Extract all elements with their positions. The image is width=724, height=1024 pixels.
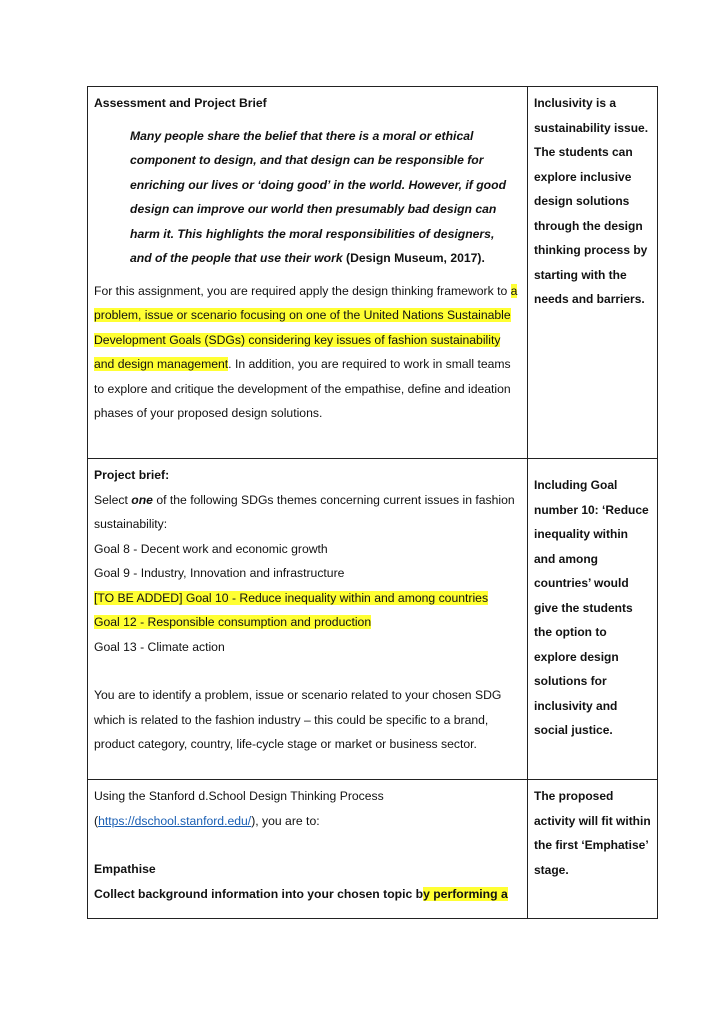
- process-intro: Using the Stanford d.School Design Thinking Process: [94, 789, 384, 803]
- select-instruction: [94, 488, 521, 537]
- link-line: [94, 809, 521, 834]
- collect-highlight: y performing a: [423, 886, 508, 901]
- side-note: The proposed activity will fit within the first ‘Emphatise’ stage.: [534, 789, 651, 877]
- goals-list: [94, 537, 521, 660]
- collect-start: Collect background information into your chosen topic b: [94, 886, 424, 901]
- project-brief-cell: [88, 459, 528, 780]
- side-note: Inclusivity is a sustainability issue. The students can explore inclusive design solutions through the design thinking process by starting with the needs and barriers.: [534, 96, 649, 306]
- select-after: of the following SDGs themes concerning current issues in fashion sustainability:: [94, 492, 515, 531]
- goal-item: [94, 537, 521, 562]
- content-table: [87, 86, 658, 919]
- side-note-cell: [528, 87, 658, 459]
- link-open: (: [94, 813, 99, 828]
- side-note-cell: [528, 459, 658, 780]
- dschool-link[interactable]: https://dschool.stanford.edu/: [98, 813, 252, 828]
- quote-citation: (Design Museum, 2017).: [346, 251, 485, 265]
- paragraph-end: . In addition, you are required to work in small teams to explore and critique the development of the empathise, define and ideation phases of your proposed design solutions.: [94, 357, 511, 420]
- stage-title: Empathise: [94, 862, 156, 876]
- identify-paragraph: You are to identify a problem, issue or scenario related to your chosen SDG which is related to the fashion industry – this could be specific to a brand, product category, country, life-cycle stage or market or business sector.: [94, 688, 502, 751]
- assignment-paragraph: [94, 279, 521, 426]
- goal-item: [94, 635, 521, 660]
- spacer: [94, 659, 521, 683]
- goal-item: [94, 586, 521, 611]
- section-title: Project brief:: [94, 468, 170, 482]
- select-emphasis: one: [131, 492, 153, 507]
- collect-line: [94, 882, 521, 907]
- goal-text: Goal 13 - Climate action: [94, 639, 225, 654]
- table-row: [88, 459, 658, 780]
- assessment-cell: [88, 87, 528, 459]
- spacer: [534, 463, 651, 473]
- side-note-cell: [528, 780, 658, 919]
- section-title: Assessment and Project Brief: [94, 96, 267, 110]
- quote-text: Many people share the belief that there is a moral or ethical component to design, and that design can be responsible for enriching our lives or ‘doing good’ in the world. However, if good design can improve our world then presumably bad design can harm it. This highlights the moral responsibilities of designers, and of the people that use their work: [130, 128, 507, 265]
- goal-item: [94, 561, 521, 586]
- design-museum-quote: [94, 124, 521, 271]
- goal-text: Goal 9 - Industry, Innovation and infrastructure: [94, 566, 345, 580]
- table-row: [88, 87, 658, 459]
- design-process-cell: [88, 780, 528, 919]
- select-before: Select: [94, 492, 132, 507]
- goal-text: Goal 12 - Responsible consumption and production: [94, 615, 372, 629]
- table-row: [88, 780, 658, 919]
- link-close: ), you are to:: [251, 813, 320, 828]
- highlighted-text: a problem, issue or scenario focusing on one of the United Nations Sustainable Development Goals (SDGs) considering key issues of fashion sustainability and design management: [94, 283, 518, 371]
- paragraph-start: For this assignment, you are required apply the design thinking framework to: [94, 283, 511, 298]
- side-note: Including Goal number 10: ‘Reduce inequality within and among countries’ would give the students the option to explore design solutions for inclusivity and social justice.: [534, 478, 649, 737]
- goal-text: [TO BE ADDED] Goal 10 - Reduce inequality within and among countries: [94, 590, 489, 605]
- spacer: [94, 833, 521, 857]
- goal-item: [94, 610, 521, 635]
- goal-text: Goal 8 - Decent work and economic growth: [94, 541, 328, 556]
